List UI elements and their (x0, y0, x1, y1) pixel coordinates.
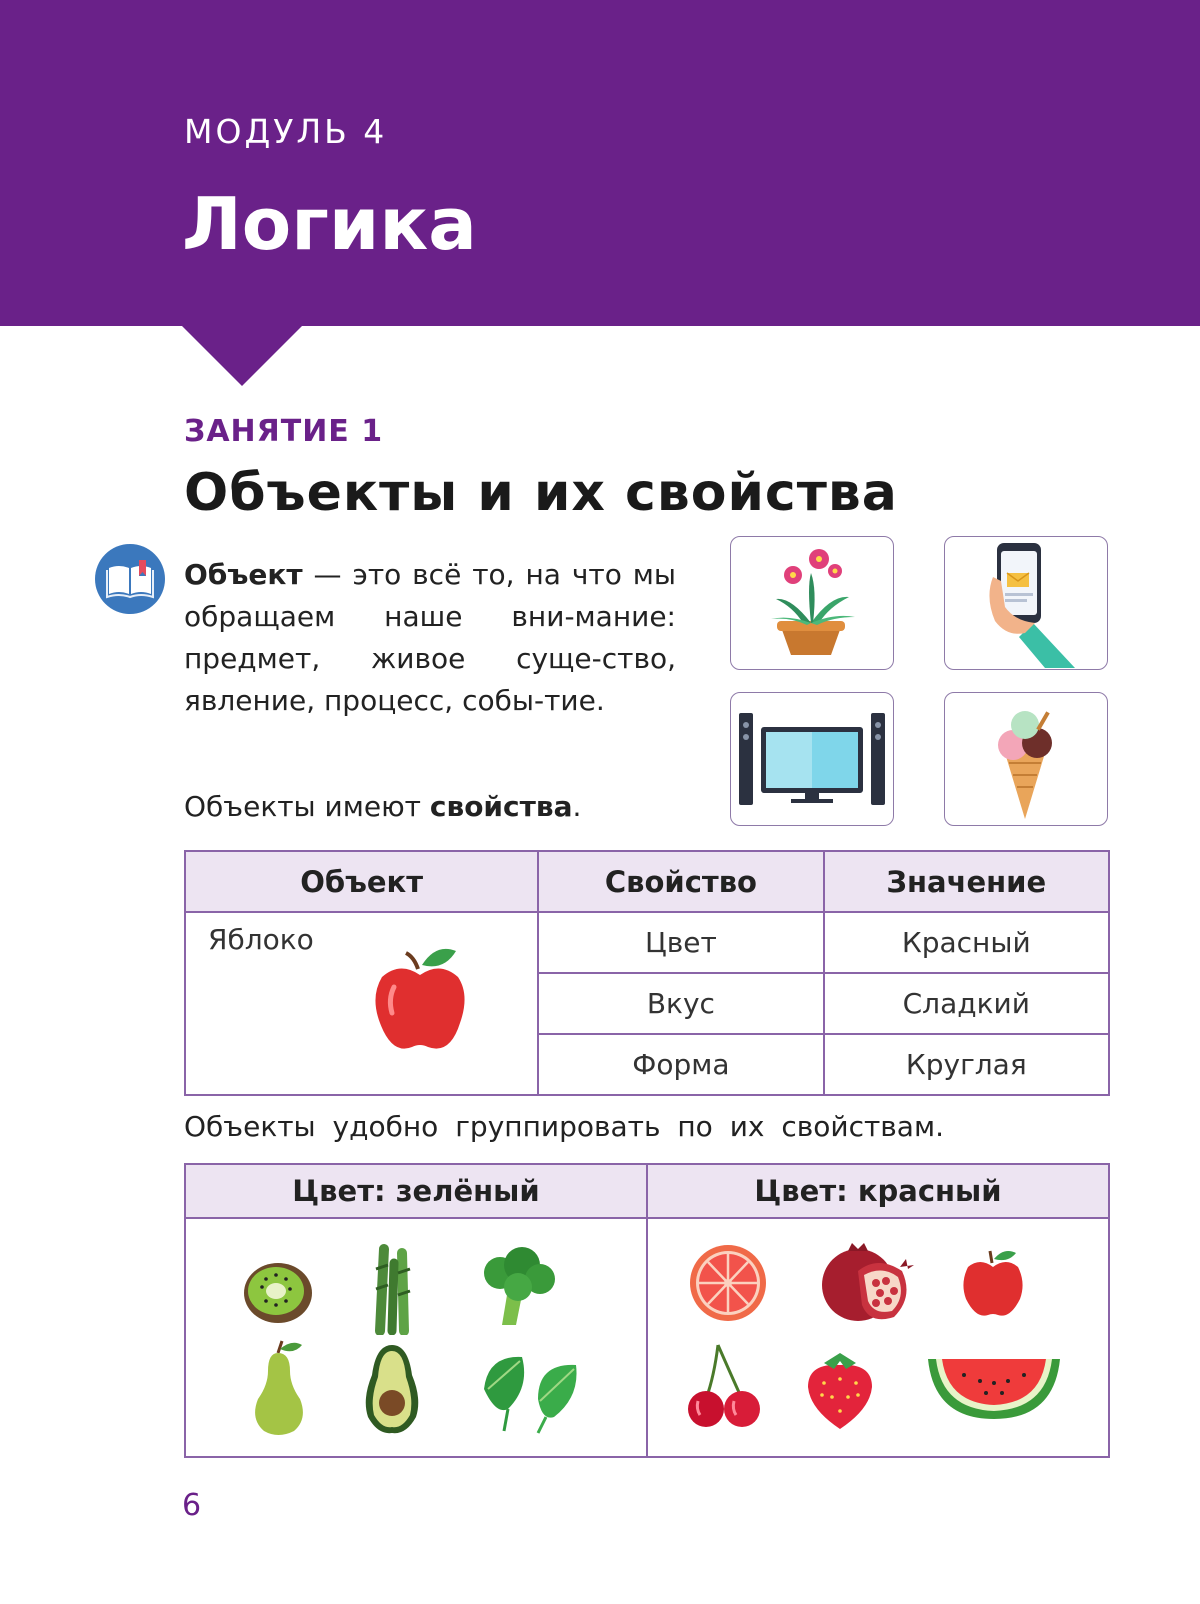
module-title: Логика (182, 182, 477, 266)
header-object: Объект (185, 851, 538, 912)
property-cell: Цвет (538, 912, 823, 973)
value-cell: Красный (824, 912, 1109, 973)
groups-content-row (185, 1218, 1109, 1457)
lesson-title: Объекты и их свойства (184, 463, 898, 523)
groups-header-row (185, 1164, 1109, 1218)
properties-note-term: свойства (429, 790, 573, 823)
red-items-cell (647, 1218, 1109, 1457)
properties-note-prefix: Объекты имеют (184, 790, 430, 823)
properties-note (184, 790, 581, 823)
group-header-green: Цвет: зелёный (185, 1164, 647, 1218)
flower-pot-icon (731, 537, 892, 668)
tv-card (730, 692, 894, 826)
definition-text: — это всё то, на что мы обращаем наше вни-мание: предмет, живое суще-ство, явление, процесс, собы-тие. (184, 558, 676, 717)
header-property: Свойство (538, 851, 823, 912)
broccoli-icon (478, 1245, 558, 1329)
group-header-red: Цвет: красный (647, 1164, 1109, 1218)
pear-icon (248, 1339, 310, 1437)
avocado-icon (358, 1341, 426, 1435)
table-row (185, 912, 1109, 973)
apple-icon (370, 943, 470, 1059)
ice-cream-icon (945, 693, 1106, 824)
book-icon (95, 544, 165, 614)
cherries-icon (684, 1337, 768, 1433)
green-items-cell (185, 1218, 647, 1457)
strawberry-icon (802, 1347, 878, 1431)
smartphone-card (944, 536, 1108, 670)
property-cell: Вкус (538, 973, 823, 1034)
object-name: Яблоко (208, 923, 314, 956)
color-groups-table (184, 1163, 1110, 1458)
spinach-leaves-icon (478, 1349, 582, 1435)
module-banner (0, 0, 1200, 326)
watermelon-slice-icon (924, 1355, 1064, 1423)
object-cell (185, 912, 538, 1095)
ice-cream-card (944, 692, 1108, 826)
header-value: Значение (824, 851, 1109, 912)
property-cell: Форма (538, 1034, 823, 1095)
lesson-label: ЗАНЯТИЕ 1 (184, 414, 384, 449)
banner-notch (182, 326, 302, 386)
flower-pot-card (730, 536, 894, 670)
module-label: МОДУЛЬ 4 (184, 112, 388, 151)
red-apple-icon (958, 1245, 1028, 1319)
pomegranate-icon (818, 1241, 914, 1325)
smartphone-icon (945, 537, 1106, 668)
asparagus-icon (362, 1239, 426, 1335)
kiwi-icon (240, 1253, 316, 1329)
page-number: 6 (182, 1488, 202, 1523)
definition-paragraph (184, 554, 676, 722)
properties-note-suffix: . (572, 790, 582, 823)
properties-table (184, 850, 1110, 1096)
properties-header-row (185, 851, 1109, 912)
value-cell: Круглая (824, 1034, 1109, 1095)
definition-term: Объект (184, 558, 303, 591)
value-cell: Сладкий (824, 973, 1109, 1034)
grouping-note: Объекты удобно группировать по их свойствам. (184, 1110, 944, 1143)
grapefruit-icon (688, 1243, 768, 1323)
tv-icon (731, 693, 892, 824)
